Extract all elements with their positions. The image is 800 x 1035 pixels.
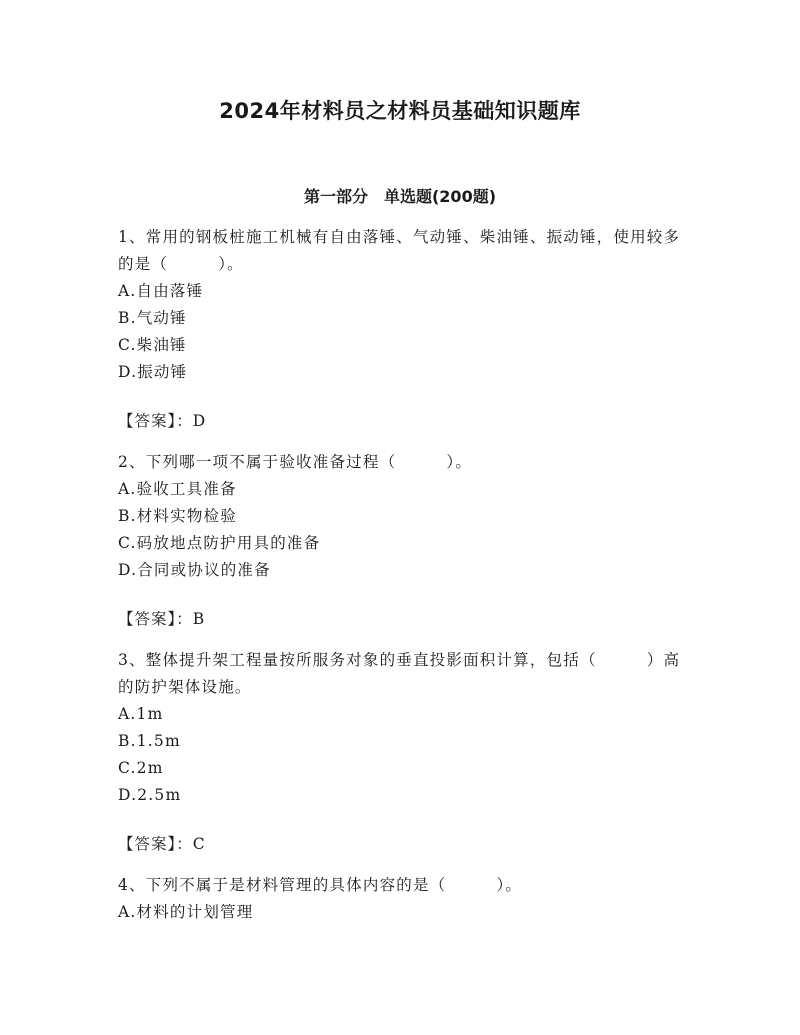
question-stem: 3、整体提升架工程量按所服务对象的垂直投影面积计算，包括（ ）高的防护架体设施。 — [118, 651, 681, 696]
option-b: B.材料实物检验 — [118, 507, 237, 525]
option-c: C.码放地点防护用具的准备 — [118, 534, 321, 552]
answer-line — [118, 831, 683, 858]
question-3 — [118, 647, 683, 858]
answer-value: C — [192, 835, 206, 853]
section-title: 第一部分 单选题(200题) — [303, 187, 497, 206]
answer-value: B — [192, 610, 206, 628]
option-d: D.2.5m — [118, 786, 182, 804]
question-2 — [118, 449, 683, 633]
option-b: B.气动锤 — [118, 309, 187, 327]
question-stem: 2、下列哪一项不属于验收准备过程（ ）。 — [118, 453, 473, 471]
document-title: 2024年材料员之材料员基础知识题库 — [219, 99, 581, 123]
answer-prefix: 【答案】： — [118, 835, 193, 853]
question-stem: 4、下列不属于是材料管理的具体内容的是（ ）。 — [118, 876, 523, 894]
answer-prefix: 【答案】： — [118, 412, 193, 430]
option-a: A.验收工具准备 — [118, 480, 237, 498]
option-c: C.柴油锤 — [118, 336, 187, 354]
option-a: A.材料的计划管理 — [118, 903, 254, 921]
question-stem: 1、常用的钢板桩施工机械有自由落锤、气动锤、柴油锤、振动锤，使用较多的是（ ）。 — [118, 228, 681, 273]
option-c: C.2m — [118, 759, 164, 777]
option-a: A.1m — [118, 705, 164, 723]
option-b: B.1.5m — [118, 732, 181, 750]
option-d: D.合同或协议的准备 — [118, 561, 271, 579]
option-d: D.振动锤 — [118, 363, 188, 381]
answer-value: D — [192, 412, 207, 430]
answer-prefix: 【答案】： — [118, 610, 193, 628]
answer-line — [118, 606, 683, 633]
answer-line — [118, 408, 683, 435]
question-list — [118, 224, 683, 926]
question-4 — [118, 872, 683, 926]
option-a: A.自由落锤 — [118, 282, 204, 300]
question-1 — [118, 224, 683, 435]
